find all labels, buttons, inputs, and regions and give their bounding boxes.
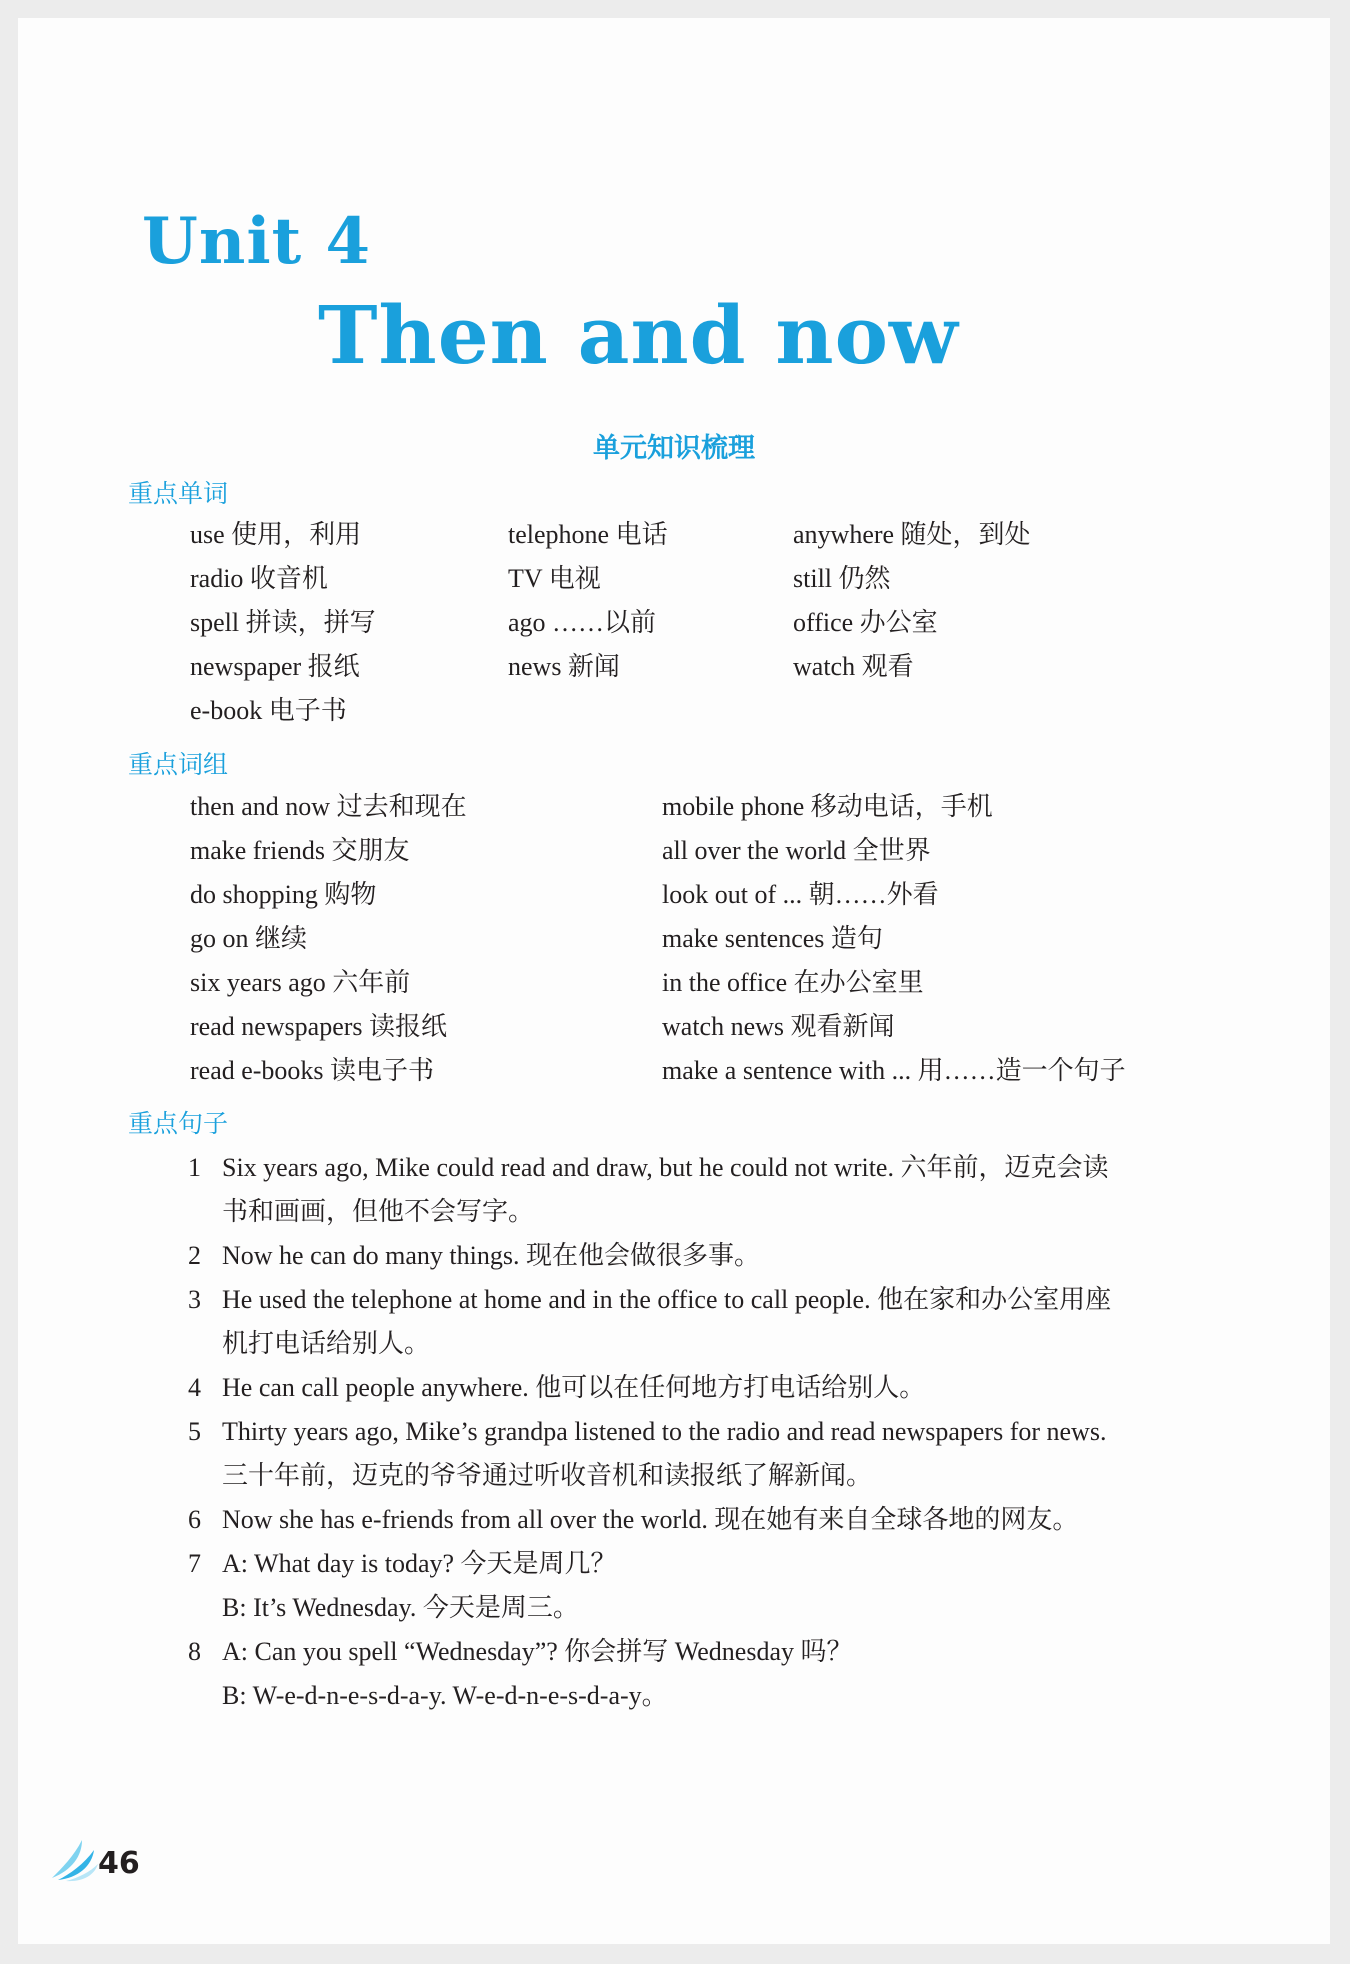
- sentence-number: 5: [188, 1417, 201, 1446]
- phrase-item: all over the world 全世界: [662, 836, 931, 865]
- word-item: anywhere 随处，到处: [793, 520, 1031, 549]
- words-heading: 重点单词: [128, 479, 229, 508]
- word-item: spell 拼读，拼写: [190, 608, 376, 637]
- phrase-item: make sentences 造句: [662, 924, 883, 953]
- phrase-item: do shopping 购物: [190, 880, 377, 909]
- sentence-item: [188, 1410, 1208, 1498]
- sentence-item: [188, 1542, 1208, 1630]
- phrases-heading: 重点词组: [128, 750, 229, 779]
- sentence-number: 7: [188, 1549, 201, 1578]
- leaf-icon: [48, 1838, 104, 1882]
- phrase-item: watch news 观看新闻: [662, 1012, 895, 1041]
- sentence-line: A: Can you spell “Wednesday”? 你会拼写 Wednesday 吗？: [222, 1637, 853, 1666]
- phrase-item: look out of ... 朝……外看: [662, 880, 939, 909]
- word-item: news 新闻: [508, 652, 620, 681]
- sentence-line: 三十年前，迈克的爷爷通过听收音机和读报纸了解新闻。: [222, 1461, 873, 1490]
- sentence-line: B: It’s Wednesday. 今天是周三。: [222, 1593, 579, 1622]
- sentence-number: 4: [188, 1373, 201, 1402]
- sentence-line: He used the telephone at home and in the office to call people. 他在家和办公室用座: [222, 1285, 1112, 1314]
- phrase-item: six years ago 六年前: [190, 968, 411, 997]
- phrase-item: make a sentence with ... 用……造一个句子: [662, 1056, 1126, 1085]
- sentence-line: 机打电话给别人。: [222, 1329, 431, 1358]
- sentence-number: 1: [188, 1153, 201, 1182]
- sentence-line: Now she has e-friends from all over the world. 现在她有来自全球各地的网友。: [222, 1505, 1079, 1534]
- word-item: e-book 电子书: [190, 696, 347, 725]
- word-item: still 仍然: [793, 564, 891, 593]
- phrase-item: make friends 交朋友: [190, 836, 410, 865]
- sentence-line: Six years ago, Mike could read and draw, but he could not write. 六年前，迈克会读: [222, 1153, 1109, 1182]
- word-item: TV 电视: [508, 564, 601, 593]
- summary-title: 单元知识梳理: [593, 433, 755, 464]
- word-item: ago ……以前: [508, 608, 657, 637]
- sentence-line: Thirty years ago, Mike’s grandpa listened to the radio and read newspapers for news.: [222, 1417, 1107, 1446]
- phrase-item: read newspapers 读报纸: [190, 1012, 448, 1041]
- sentence-item: [188, 1366, 1208, 1410]
- sentence-number: 3: [188, 1285, 201, 1314]
- sentence-item: [188, 1278, 1208, 1366]
- unit-title: Unit 4: [142, 204, 372, 279]
- phrase-item: go on 继续: [190, 924, 308, 953]
- sentence-number: 6: [188, 1505, 201, 1534]
- sentences-heading: 重点句子: [128, 1109, 229, 1138]
- word-item: office 办公室: [793, 608, 938, 637]
- sentence-item: [188, 1234, 1208, 1278]
- phrase-item: mobile phone 移动电话，手机: [662, 792, 993, 821]
- word-item: radio 收音机: [190, 564, 328, 593]
- phrase-item: in the office 在办公室里: [662, 968, 924, 997]
- sentence-number: 8: [188, 1637, 201, 1666]
- word-item: use 使用，利用: [190, 520, 362, 549]
- sentence-line: B: W-e-d-n-e-s-d-a-y. W-e-d-n-e-s-d-a-y。: [222, 1681, 668, 1710]
- page-number: 46: [98, 1846, 140, 1881]
- word-item: watch 观看: [793, 652, 914, 681]
- word-item: telephone 电话: [508, 520, 668, 549]
- unit-subtitle: Then and now: [318, 288, 959, 382]
- sentence-item: [188, 1630, 1208, 1718]
- phrase-item: read e-books 读电子书: [190, 1056, 435, 1085]
- sentence-number: 2: [188, 1241, 201, 1270]
- sentence-line: Now he can do many things. 现在他会做很多事。: [222, 1241, 761, 1270]
- sentence-item: [188, 1146, 1208, 1234]
- sentence-item: [188, 1498, 1208, 1542]
- sentence-line: He can call people anywhere. 他可以在任何地方打电话给别人。: [222, 1373, 926, 1402]
- sentence-line: 书和画画，但他不会写字。: [222, 1197, 535, 1226]
- textbook-page: [18, 18, 1330, 1944]
- phrase-item: then and now 过去和现在: [190, 792, 467, 821]
- word-item: newspaper 报纸: [190, 652, 360, 681]
- sentence-line: A: What day is today? 今天是周几？: [222, 1549, 617, 1578]
- sentence-list: [188, 1146, 1208, 1718]
